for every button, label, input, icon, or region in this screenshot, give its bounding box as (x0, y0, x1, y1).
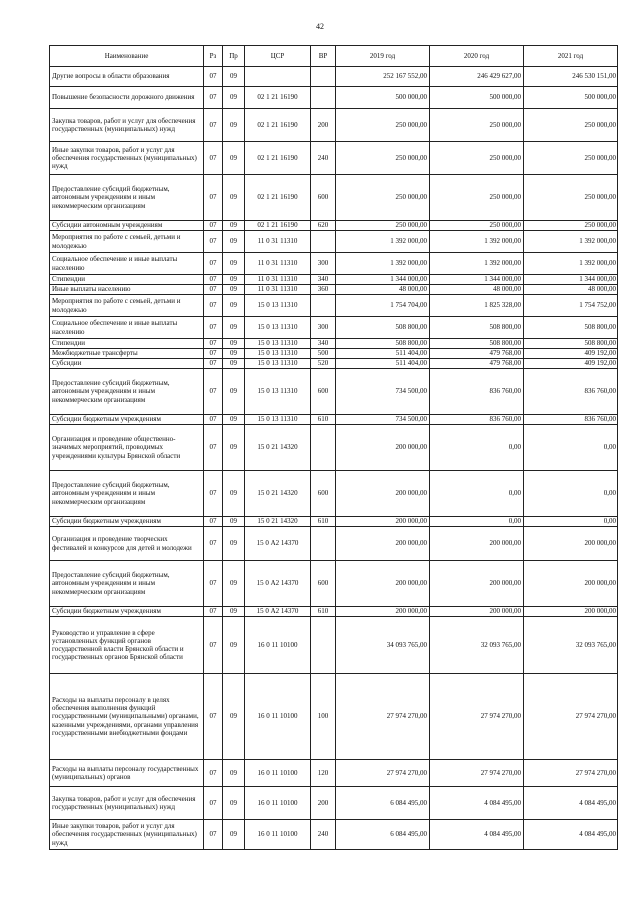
row-vr-cell (311, 617, 336, 674)
table-row (50, 517, 618, 527)
row-csr-cell: 16 0 11 10100 (245, 760, 311, 787)
row-pr-cell: 09 (223, 820, 245, 850)
row-2020-cell: 479 768,00 (430, 349, 524, 359)
row-rz-cell: 07 (204, 142, 223, 175)
row-2021-cell: 500 000,00 (524, 87, 618, 109)
row-2019-cell: 6 084 495,00 (336, 820, 430, 850)
row-2020-cell: 27 974 270,00 (430, 674, 524, 760)
row-rz-cell: 07 (204, 275, 223, 285)
table-row (50, 820, 618, 850)
row-name-cell: Повышение безопасности дорожного движения (50, 87, 204, 109)
row-pr-cell: 09 (223, 517, 245, 527)
row-vr-cell: 600 (311, 175, 336, 221)
row-csr-cell: 15 0 А2 14370 (245, 561, 311, 607)
row-csr-cell: 15 0 21 14320 (245, 471, 311, 517)
table-row (50, 561, 618, 607)
row-pr-cell: 09 (223, 339, 245, 349)
row-2021-cell: 409 192,00 (524, 359, 618, 369)
row-vr-cell (311, 527, 336, 561)
row-2021-cell: 250 000,00 (524, 175, 618, 221)
row-pr-cell: 09 (223, 607, 245, 617)
row-name-cell: Руководство и управление в сфере установленных функций органов государственной власти Брянской области и государственных органов Брянской области (50, 617, 204, 674)
row-2021-cell: 409 192,00 (524, 349, 618, 359)
row-2020-cell: 4 084 495,00 (430, 820, 524, 850)
row-rz-cell: 07 (204, 415, 223, 425)
row-2020-cell: 836 760,00 (430, 415, 524, 425)
row-2021-cell: 48 000,00 (524, 285, 618, 295)
row-csr-cell: 11 0 31 11310 (245, 231, 311, 253)
row-rz-cell: 07 (204, 317, 223, 339)
row-pr-cell: 09 (223, 221, 245, 231)
row-2019-cell: 1 392 000,00 (336, 253, 430, 275)
table-row (50, 231, 618, 253)
row-vr-cell: 240 (311, 142, 336, 175)
row-rz-cell: 07 (204, 369, 223, 415)
row-pr-cell: 09 (223, 760, 245, 787)
row-vr-cell: 610 (311, 517, 336, 527)
row-name-cell: Стипендии (50, 339, 204, 349)
row-2020-cell: 479 768,00 (430, 359, 524, 369)
row-rz-cell: 07 (204, 425, 223, 471)
row-vr-cell: 600 (311, 471, 336, 517)
table-row (50, 285, 618, 295)
row-2019-cell: 200 000,00 (336, 425, 430, 471)
row-2020-cell: 508 800,00 (430, 339, 524, 349)
row-2020-cell: 0,00 (430, 425, 524, 471)
row-pr-cell: 09 (223, 471, 245, 517)
row-csr-cell: 15 0 А2 14370 (245, 527, 311, 561)
row-vr-cell (311, 87, 336, 109)
row-rz-cell: 07 (204, 67, 223, 87)
row-2021-cell: 836 760,00 (524, 369, 618, 415)
row-csr-cell: 15 0 21 14320 (245, 425, 311, 471)
row-csr-cell: 16 0 11 10100 (245, 674, 311, 760)
row-2021-cell: 1 344 000,00 (524, 275, 618, 285)
row-2019-cell: 200 000,00 (336, 527, 430, 561)
row-2020-cell: 27 974 270,00 (430, 760, 524, 787)
row-vr-cell: 620 (311, 221, 336, 231)
row-pr-cell: 09 (223, 349, 245, 359)
row-2021-cell: 250 000,00 (524, 142, 618, 175)
header-pr: Пр (223, 46, 245, 67)
row-name-cell: Субсидии бюджетным учреждениям (50, 415, 204, 425)
row-name-cell: Субсидии бюджетным учреждениям (50, 607, 204, 617)
row-csr-cell: 11 0 31 11310 (245, 275, 311, 285)
row-vr-cell: 360 (311, 285, 336, 295)
row-pr-cell: 09 (223, 527, 245, 561)
row-2020-cell: 200 000,00 (430, 527, 524, 561)
row-pr-cell: 09 (223, 109, 245, 142)
row-2020-cell: 1 344 000,00 (430, 275, 524, 285)
row-rz-cell: 07 (204, 87, 223, 109)
row-vr-cell: 340 (311, 275, 336, 285)
table-row (50, 349, 618, 359)
table-row (50, 221, 618, 231)
row-rz-cell: 07 (204, 175, 223, 221)
row-2021-cell: 246 530 151,00 (524, 67, 618, 87)
row-2019-cell: 511 404,00 (336, 359, 430, 369)
row-2021-cell: 1 392 000,00 (524, 253, 618, 275)
row-name-cell: Иные закупки товаров, работ и услуг для обеспечения государственных (муниципальных) нужд (50, 142, 204, 175)
row-pr-cell: 09 (223, 674, 245, 760)
row-vr-cell: 600 (311, 561, 336, 607)
row-pr-cell: 09 (223, 415, 245, 425)
row-2019-cell: 250 000,00 (336, 175, 430, 221)
row-pr-cell: 09 (223, 317, 245, 339)
row-csr-cell: 15 0 13 11310 (245, 359, 311, 369)
row-name-cell: Предоставление субсидий бюджетным, автономным учреждениям и иным некоммерческим организациям (50, 471, 204, 517)
row-2021-cell: 1 392 000,00 (524, 231, 618, 253)
row-csr-cell (245, 67, 311, 87)
row-csr-cell: 15 0 А2 14370 (245, 607, 311, 617)
row-2021-cell: 27 974 270,00 (524, 674, 618, 760)
row-pr-cell: 09 (223, 295, 245, 317)
row-2020-cell: 1 392 000,00 (430, 253, 524, 275)
row-vr-cell (311, 425, 336, 471)
row-csr-cell: 02 1 21 16190 (245, 221, 311, 231)
row-rz-cell: 07 (204, 349, 223, 359)
row-vr-cell: 200 (311, 787, 336, 820)
table-row (50, 175, 618, 221)
row-2019-cell: 48 000,00 (336, 285, 430, 295)
row-2019-cell: 252 167 552,00 (336, 67, 430, 87)
row-2020-cell: 1 825 328,00 (430, 295, 524, 317)
row-2020-cell: 246 429 627,00 (430, 67, 524, 87)
row-2020-cell: 508 800,00 (430, 317, 524, 339)
row-csr-cell: 16 0 11 10100 (245, 787, 311, 820)
row-2021-cell: 836 760,00 (524, 415, 618, 425)
row-pr-cell: 09 (223, 67, 245, 87)
row-pr-cell: 09 (223, 285, 245, 295)
table-row (50, 617, 618, 674)
row-pr-cell: 09 (223, 359, 245, 369)
row-2021-cell: 508 800,00 (524, 317, 618, 339)
row-pr-cell: 09 (223, 87, 245, 109)
row-2021-cell: 250 000,00 (524, 221, 618, 231)
header-csr: ЦСР (245, 46, 311, 67)
row-2021-cell: 250 000,00 (524, 109, 618, 142)
table-row (50, 295, 618, 317)
table-row (50, 369, 618, 415)
row-vr-cell: 610 (311, 415, 336, 425)
row-vr-cell: 200 (311, 109, 336, 142)
row-name-cell: Закупка товаров, работ и услуг для обеспечения государственных (муниципальных) нужд (50, 109, 204, 142)
row-2019-cell: 34 093 765,00 (336, 617, 430, 674)
row-2020-cell: 4 084 495,00 (430, 787, 524, 820)
row-2021-cell: 0,00 (524, 517, 618, 527)
row-pr-cell: 09 (223, 561, 245, 607)
row-name-cell: Закупка товаров, работ и услуг для обеспечения государственных (муниципальных) нужд (50, 787, 204, 820)
row-2019-cell: 200 000,00 (336, 561, 430, 607)
table-row (50, 471, 618, 517)
row-pr-cell: 09 (223, 175, 245, 221)
table-row (50, 142, 618, 175)
table-row (50, 109, 618, 142)
row-2020-cell: 250 000,00 (430, 109, 524, 142)
row-2019-cell: 508 800,00 (336, 317, 430, 339)
row-csr-cell: 16 0 11 10100 (245, 617, 311, 674)
header-2020: 2020 год (430, 46, 524, 67)
row-2021-cell: 32 093 765,00 (524, 617, 618, 674)
row-pr-cell: 09 (223, 253, 245, 275)
header-2019: 2019 год (336, 46, 430, 67)
row-rz-cell: 07 (204, 820, 223, 850)
row-2021-cell: 200 000,00 (524, 527, 618, 561)
header-2021: 2021 год (524, 46, 618, 67)
row-2021-cell: 1 754 752,00 (524, 295, 618, 317)
row-name-cell: Предоставление субсидий бюджетным, автономным учреждениям и иным некоммерческим организациям (50, 369, 204, 415)
row-rz-cell: 07 (204, 339, 223, 349)
row-csr-cell: 02 1 21 16190 (245, 87, 311, 109)
row-name-cell: Субсидии (50, 359, 204, 369)
row-csr-cell: 02 1 21 16190 (245, 175, 311, 221)
row-2020-cell: 0,00 (430, 517, 524, 527)
row-rz-cell: 07 (204, 231, 223, 253)
row-2020-cell: 32 093 765,00 (430, 617, 524, 674)
row-name-cell: Расходы на выплаты персоналу государственных (муниципальных) органов (50, 760, 204, 787)
row-vr-cell: 100 (311, 674, 336, 760)
row-2020-cell: 250 000,00 (430, 221, 524, 231)
table-body (50, 67, 618, 850)
row-csr-cell: 11 0 31 11310 (245, 285, 311, 295)
row-2020-cell: 836 760,00 (430, 369, 524, 415)
row-2020-cell: 0,00 (430, 471, 524, 517)
header-vr: ВР (311, 46, 336, 67)
row-2019-cell: 27 974 270,00 (336, 760, 430, 787)
row-rz-cell: 07 (204, 617, 223, 674)
row-vr-cell (311, 231, 336, 253)
row-vr-cell: 610 (311, 607, 336, 617)
row-pr-cell: 09 (223, 425, 245, 471)
header-name: Наименование (50, 46, 204, 67)
row-vr-cell: 240 (311, 820, 336, 850)
row-csr-cell: 16 0 11 10100 (245, 820, 311, 850)
row-name-cell: Субсидии автономным учреждениям (50, 221, 204, 231)
row-csr-cell: 02 1 21 16190 (245, 142, 311, 175)
table-row (50, 674, 618, 760)
row-2021-cell: 4 084 495,00 (524, 820, 618, 850)
row-2019-cell: 734 500,00 (336, 369, 430, 415)
row-csr-cell: 15 0 13 11310 (245, 339, 311, 349)
row-2020-cell: 1 392 000,00 (430, 231, 524, 253)
table-row (50, 275, 618, 285)
table-row (50, 317, 618, 339)
row-2019-cell: 734 500,00 (336, 415, 430, 425)
row-csr-cell: 11 0 31 11310 (245, 253, 311, 275)
row-2019-cell: 250 000,00 (336, 109, 430, 142)
row-name-cell: Субсидии бюджетным учреждениям (50, 517, 204, 527)
table-row (50, 339, 618, 349)
row-pr-cell: 09 (223, 275, 245, 285)
row-name-cell: Мероприятия по работе с семьей, детьми и молодежью (50, 231, 204, 253)
row-2019-cell: 6 084 495,00 (336, 787, 430, 820)
row-2021-cell: 0,00 (524, 425, 618, 471)
row-2020-cell: 200 000,00 (430, 561, 524, 607)
row-rz-cell: 07 (204, 295, 223, 317)
header-rz: Рз (204, 46, 223, 67)
row-csr-cell: 15 0 13 11310 (245, 317, 311, 339)
table-row (50, 253, 618, 275)
row-pr-cell: 09 (223, 142, 245, 175)
row-2019-cell: 200 000,00 (336, 471, 430, 517)
row-csr-cell: 15 0 13 11310 (245, 295, 311, 317)
row-rz-cell: 07 (204, 471, 223, 517)
row-pr-cell: 09 (223, 787, 245, 820)
row-2019-cell: 1 754 704,00 (336, 295, 430, 317)
row-rz-cell: 07 (204, 359, 223, 369)
row-vr-cell: 520 (311, 359, 336, 369)
row-vr-cell: 600 (311, 369, 336, 415)
row-vr-cell: 300 (311, 317, 336, 339)
row-2021-cell: 27 974 270,00 (524, 760, 618, 787)
table-row (50, 359, 618, 369)
row-rz-cell: 07 (204, 674, 223, 760)
row-name-cell: Мероприятия по работе с семьей, детьми и молодежью (50, 295, 204, 317)
row-rz-cell: 07 (204, 561, 223, 607)
table-row (50, 87, 618, 109)
table-row (50, 415, 618, 425)
row-2021-cell: 0,00 (524, 471, 618, 517)
row-name-cell: Организация и проведение общественно-значимых мероприятий, проводимых учреждениями культуры Брянской области (50, 425, 204, 471)
row-rz-cell: 07 (204, 253, 223, 275)
row-2020-cell: 48 000,00 (430, 285, 524, 295)
row-rz-cell: 07 (204, 109, 223, 142)
row-2021-cell: 508 800,00 (524, 339, 618, 349)
table-row (50, 527, 618, 561)
row-2019-cell: 500 000,00 (336, 87, 430, 109)
row-rz-cell: 07 (204, 285, 223, 295)
row-2020-cell: 250 000,00 (430, 142, 524, 175)
row-2019-cell: 1 392 000,00 (336, 231, 430, 253)
row-2021-cell: 4 084 495,00 (524, 787, 618, 820)
row-vr-cell: 340 (311, 339, 336, 349)
row-name-cell: Социальное обеспечение и иные выплаты населению (50, 253, 204, 275)
row-csr-cell: 15 0 13 11310 (245, 349, 311, 359)
row-vr-cell (311, 67, 336, 87)
row-2019-cell: 250 000,00 (336, 142, 430, 175)
table-row (50, 67, 618, 87)
row-name-cell: Социальное обеспечение и иные выплаты населению (50, 317, 204, 339)
budget-table (49, 45, 618, 850)
row-csr-cell: 15 0 13 11310 (245, 369, 311, 415)
page-number: 42 (316, 22, 324, 31)
row-csr-cell: 15 0 21 14320 (245, 517, 311, 527)
table-row (50, 760, 618, 787)
row-vr-cell: 120 (311, 760, 336, 787)
row-pr-cell: 09 (223, 231, 245, 253)
row-2021-cell: 200 000,00 (524, 561, 618, 607)
row-name-cell: Другие вопросы в области образования (50, 67, 204, 87)
row-rz-cell: 07 (204, 517, 223, 527)
row-pr-cell: 09 (223, 369, 245, 415)
row-name-cell: Иные выплаты населению (50, 285, 204, 295)
row-2019-cell: 1 344 000,00 (336, 275, 430, 285)
row-vr-cell: 300 (311, 253, 336, 275)
row-csr-cell: 15 0 13 11310 (245, 415, 311, 425)
row-2020-cell: 250 000,00 (430, 175, 524, 221)
row-rz-cell: 07 (204, 527, 223, 561)
table-header-row (50, 46, 618, 67)
row-csr-cell: 02 1 21 16190 (245, 109, 311, 142)
row-2020-cell: 200 000,00 (430, 607, 524, 617)
row-2019-cell: 200 000,00 (336, 607, 430, 617)
table-row (50, 607, 618, 617)
row-name-cell: Иные закупки товаров, работ и услуг для обеспечения государственных (муниципальных) нужд (50, 820, 204, 850)
row-name-cell: Предоставление субсидий бюджетным, автономным учреждениям и иным некоммерческим организациям (50, 561, 204, 607)
row-2019-cell: 250 000,00 (336, 221, 430, 231)
row-name-cell: Межбюджетные трансферты (50, 349, 204, 359)
row-vr-cell: 500 (311, 349, 336, 359)
table-row (50, 787, 618, 820)
row-2019-cell: 511 404,00 (336, 349, 430, 359)
row-2021-cell: 200 000,00 (524, 607, 618, 617)
row-2020-cell: 500 000,00 (430, 87, 524, 109)
row-name-cell: Предоставление субсидий бюджетным, автономным учреждениям и иным некоммерческим организациям (50, 175, 204, 221)
row-2019-cell: 200 000,00 (336, 517, 430, 527)
row-name-cell: Организация и проведение творческих фестивалей и конкурсов для детей и молодежи (50, 527, 204, 561)
table-row (50, 425, 618, 471)
row-rz-cell: 07 (204, 787, 223, 820)
row-rz-cell: 07 (204, 221, 223, 231)
row-2019-cell: 508 800,00 (336, 339, 430, 349)
row-rz-cell: 07 (204, 760, 223, 787)
row-2019-cell: 27 974 270,00 (336, 674, 430, 760)
row-rz-cell: 07 (204, 607, 223, 617)
row-pr-cell: 09 (223, 617, 245, 674)
row-vr-cell (311, 295, 336, 317)
row-name-cell: Стипендии (50, 275, 204, 285)
row-name-cell: Расходы на выплаты персоналу в целях обеспечения выполнения функций государственными (муниципальными) органами, казенными учреждениями, органами управления государственными внебюджетными фондами (50, 674, 204, 760)
